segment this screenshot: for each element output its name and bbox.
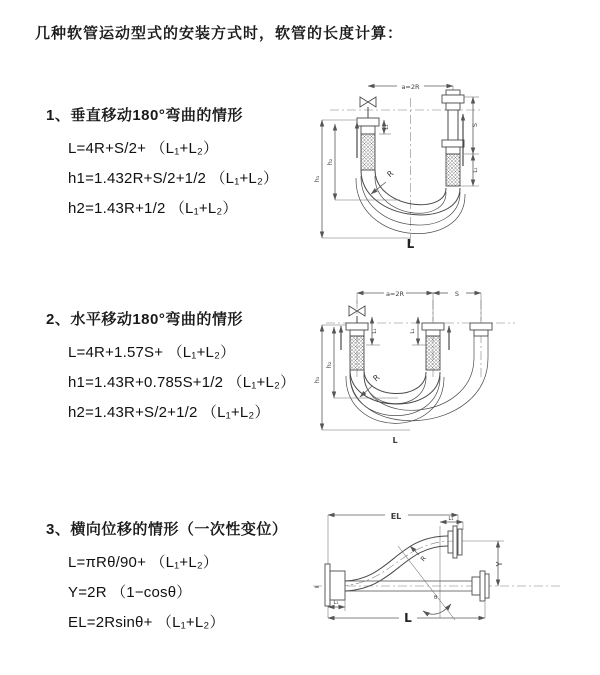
section-horizontal-bend (46, 308, 346, 428)
section-lateral-displacement (46, 518, 346, 638)
pipe-break-mark: ≈ (314, 583, 320, 591)
dim-s-label: S (454, 289, 460, 298)
length-label: L (392, 436, 398, 445)
upper-flange (448, 526, 462, 558)
right-flange (472, 571, 489, 601)
dim-a2r (368, 83, 453, 94)
dim-l1-left-label: L₁ (384, 124, 390, 130)
section3-formula-Y: Y=2R （1−cosθ） (68, 584, 192, 601)
dim-a2r-label: a=2R (385, 289, 405, 298)
section-vertical-bend (46, 104, 346, 224)
section3-heading: 3、横向位移的情形（一次性变位） (46, 521, 288, 538)
page-title: 几种软管运动型式的安装方式时，软管的长度计算： (35, 25, 404, 42)
dim-h1-label: h₁ (313, 376, 321, 384)
diagram-lateral-displacement (305, 500, 597, 652)
hose-s-curve (339, 536, 454, 591)
section3-formula-L: L=πRθ/90+ （L₁+L₂） (68, 554, 219, 571)
section1-formula-h2: h2=1.43R+1/2 （L₁+L₂） (68, 200, 238, 217)
section3-formula-EL: EL=2Rsinθ+ （L₁+L₂） (68, 614, 225, 631)
dim-s (433, 290, 481, 321)
middle-flange (422, 323, 444, 370)
section2-formula-L: L=4R+1.57S+ （L₁+L₂） (68, 344, 236, 361)
section2-formula-h2: h2=1.43R+S/2+1/2 （L₁+L₂） (68, 404, 270, 421)
right-flange (442, 90, 464, 186)
left-flange (346, 323, 368, 370)
radius-label: R (385, 168, 396, 180)
dim-l1-left (328, 599, 345, 611)
dim-l1-mid-label: L₁ (410, 328, 416, 334)
section1-formula-L: L=4R+S/2+ （L₁+L₂） (68, 140, 219, 157)
valve-icon (360, 97, 376, 118)
length-label: L (404, 611, 412, 625)
dim-l1-left (379, 120, 391, 134)
dim-a2r-label: a=2R (401, 82, 420, 91)
diagram-horizontal-bend (310, 280, 590, 450)
dim-h1-label: h₁ (313, 175, 321, 183)
section2-heading: 2、水平移动180°弯曲的情形 (46, 311, 243, 328)
section1-heading: 1、垂直移动180°弯曲的情形 (46, 107, 243, 124)
dim-theta-label: θ (434, 595, 438, 601)
dim-el-label: EL (390, 512, 402, 521)
dim-l1-mid (410, 317, 426, 345)
dim-y-label: Y (495, 561, 504, 567)
diagram-vertical-bend (312, 70, 584, 255)
radius-label: R (418, 554, 428, 564)
left-flange (357, 118, 379, 170)
radius-label: R (371, 372, 382, 384)
dim-a2r (357, 290, 433, 321)
dim-s-label: S (471, 122, 479, 128)
length-label: L (406, 237, 415, 251)
dim-l1-top-label: L₁ (448, 516, 454, 522)
dim-s (464, 97, 479, 154)
angle-theta (398, 546, 455, 620)
dim-h2-label: h₂ (326, 158, 334, 166)
section1-formula-h1: h1=1.432R+S/2+1/2 （L₁+L₂） (68, 170, 279, 187)
hose-moved-position (350, 358, 488, 421)
dim-l1-right-label: L₁ (473, 167, 479, 173)
dim-l1-left (366, 317, 380, 345)
dim-h2-label: h₂ (325, 361, 333, 369)
dim-l1-left-label: L₁ (372, 328, 378, 334)
section2-formula-h1: h1=1.43R+0.785S+1/2 （L₁+L₂） (68, 374, 296, 391)
dim-l1-left-label: L₁ (333, 600, 339, 606)
dim-l (328, 602, 485, 625)
